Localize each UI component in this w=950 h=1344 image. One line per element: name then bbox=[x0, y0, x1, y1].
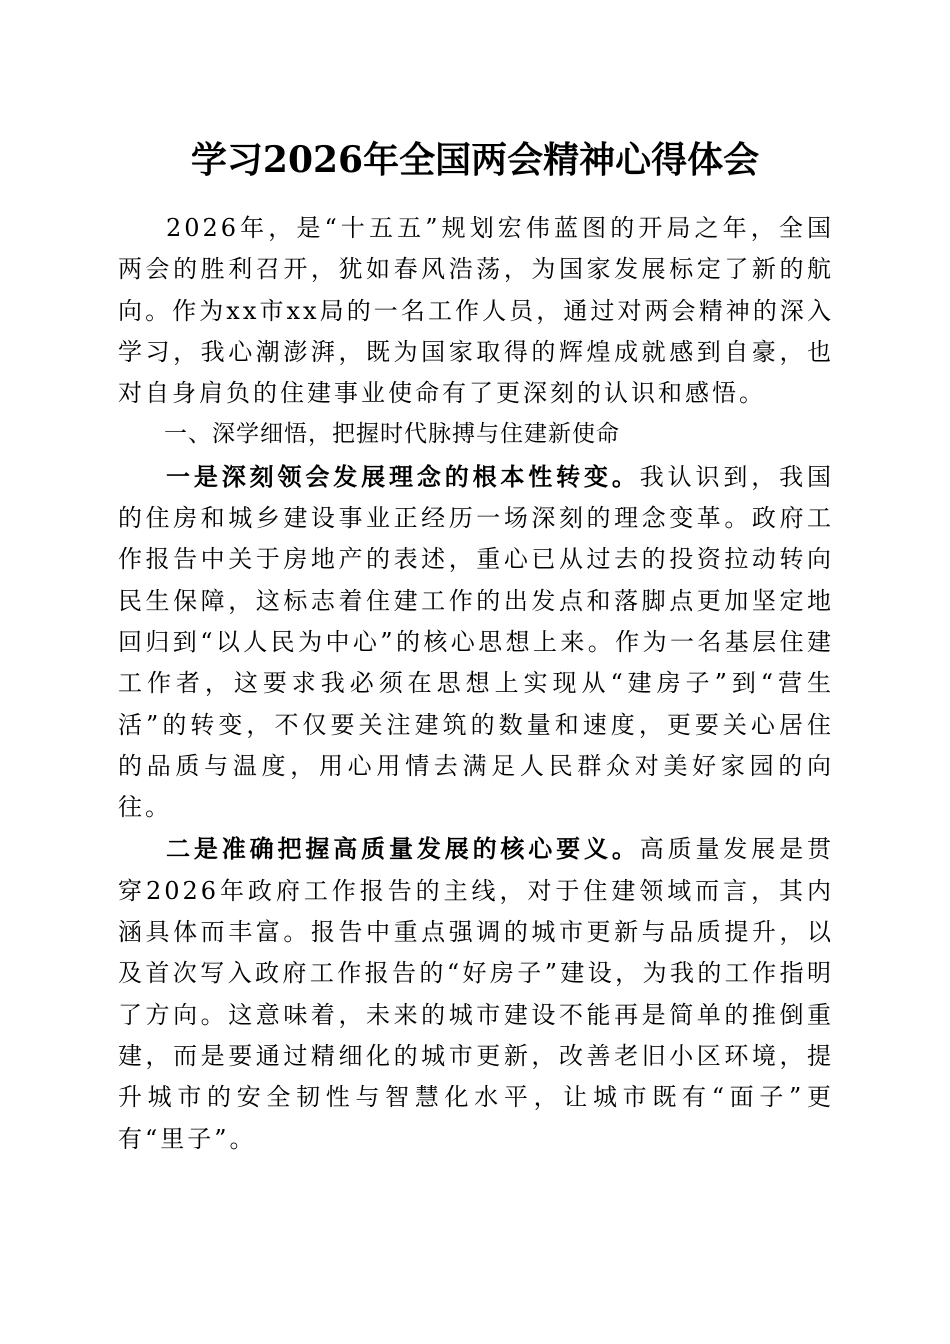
point-text: 我认识到，我国的住房和城乡建设事业正经历一场深刻的理念变革。政府工作报告中关于房地产的表述，重心已从过去的投资拉动转向民生保障，这标志着住建工作的出发点和落脚点更加坚定地回归到“以人民为中心”的核心思想上来。作为一名基层住建工作者，这要求我必须在思想上实现从“建房子”到“营生活”的转变，不仅要关注建筑的数量和速度，更要关心居住的品质与温度，用心用情去满足人民群众对美好家园的向往。 bbox=[118, 462, 834, 822]
document-title: 学习2026年全国两会精神心得体会 bbox=[190, 139, 760, 181]
intro-paragraph: 2026年，是“十五五”规划宏伟蓝图的开局之年，全国两会的胜利召开，犹如春风浩荡，为国家发展标定了新的航向。作为xx市xx局的一名工作人员，通过对两会精神的深入学习，我心潮澎湃，既为国家取得的辉煌成就感到自豪，也对自身肩负的住建事业使命有了更深刻的认识和感悟。 bbox=[118, 214, 834, 408]
point-lead: 二是准确把握高质量发展的核心要义。 bbox=[166, 834, 640, 864]
point-paragraph-1 bbox=[118, 456, 834, 829]
document-body bbox=[118, 208, 834, 1160]
point-text: 高质量发展是贯穿2026年政府工作报告的主线，对于住建领域而言，其内涵具体而丰富。报告中重点强调的城市更新与品质提升，以及首次写入政府工作报告的“好房子”建设，为我的工作指明了方向。这意味着，未来的城市建设不能再是简单的推倒重建，而是要通过精细化的城市更新，改善老旧小区环境，提升城市的安全韧性与智慧化水平，让城市既有“面子”更有“里子”。 bbox=[118, 835, 834, 1153]
point-lead: 一是深刻领会发展理念的根本性转变。 bbox=[166, 461, 640, 491]
point-paragraph-2 bbox=[118, 828, 834, 1159]
section-heading: 一、深学细悟，把握时代脉搏与住建新使命 bbox=[164, 421, 620, 448]
